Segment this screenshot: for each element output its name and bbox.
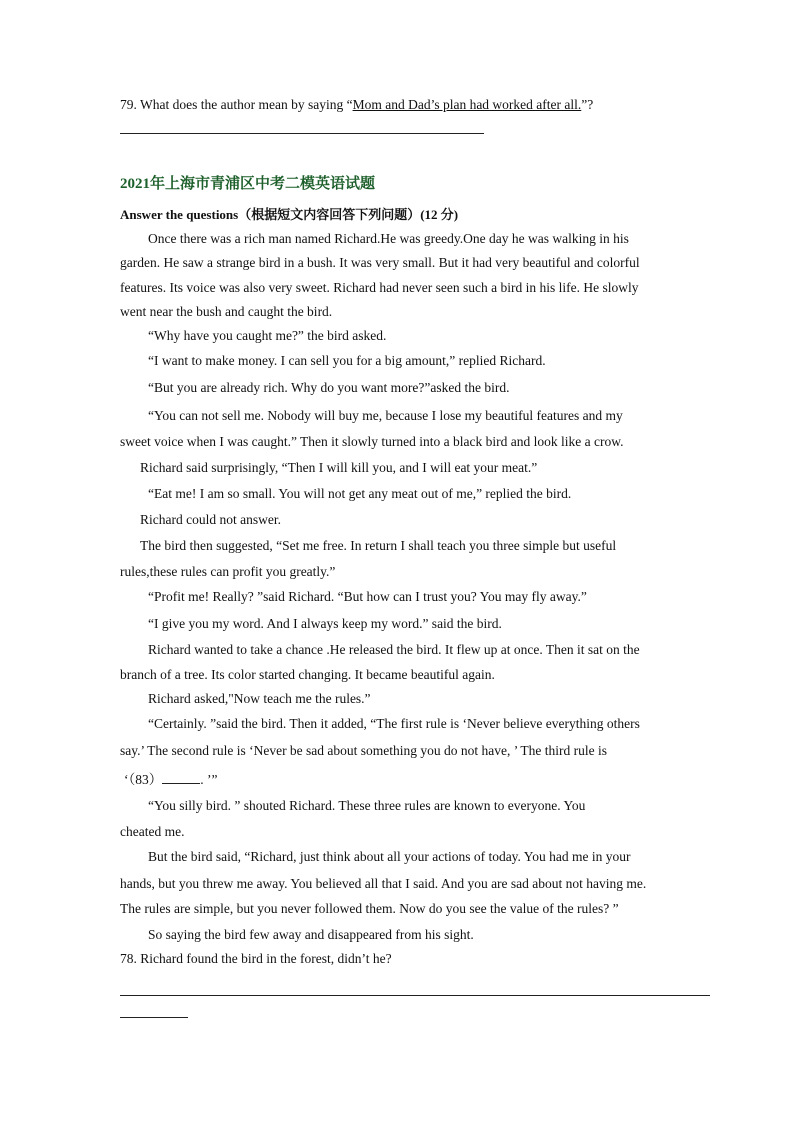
story-line: Richard wanted to take a chance .He released the bird. It flew up at once. Then it sat on the bbox=[148, 642, 640, 657]
story-line: rules,these rules can profit you greatly.” bbox=[120, 564, 336, 579]
blank-83-tail: . ’” bbox=[200, 772, 218, 787]
story-line: garden. He saw a strange bird in a bush. It was very small. But it had very beautiful and colorful bbox=[120, 255, 640, 270]
story-line: Richard asked,"Now teach me the rules.” bbox=[148, 691, 371, 706]
answer-line-79 bbox=[120, 133, 484, 134]
exam-title: 2021年上海市青浦区中考二模英语试题 bbox=[120, 176, 376, 192]
story-line: “Why have you caught me?” the bird asked. bbox=[148, 328, 387, 343]
story-line: The bird then suggested, “Set me free. In return I shall teach you three simple but useful bbox=[140, 538, 617, 553]
story-line: So saying the bird few away and disappeared from his sight. bbox=[148, 927, 474, 942]
question-79-quote: Mom and Dad’s plan had worked after all. bbox=[352, 97, 582, 112]
answer-line-78-continued bbox=[120, 1017, 188, 1018]
story-line: The rules are simple, but you never followed them. Now do you see the value of the rules? ” bbox=[120, 901, 619, 916]
story-line: “You can not sell me. Nobody will buy me, because I lose my beautiful features and my bbox=[148, 408, 623, 423]
story-line: “I want to make money. I can sell you for a big amount,” replied Richard. bbox=[148, 353, 546, 368]
story-line: “Eat me! I am so small. You will not get any meat out of me,” replied the bird. bbox=[148, 486, 572, 501]
story-line: say.’ The second rule is ‘Never be sad about something you do not have, ’ The third rule is bbox=[120, 743, 608, 758]
story-line: “Profit me! Really? ”said Richard. “But how can I trust you? You may fly away.” bbox=[148, 589, 587, 604]
section-instruction: Answer the questions（根据短文内容回答下列问题）(12 分) bbox=[120, 207, 459, 222]
story-line: “I give you my word. And I always keep my word.” said the bird. bbox=[148, 616, 502, 631]
story-line: branch of a tree. Its color started changing. It became beautiful again. bbox=[120, 667, 495, 682]
blank-83-line bbox=[162, 770, 200, 784]
blank-83-label: ‘（83） bbox=[124, 772, 163, 787]
question-79-suffix: ”? bbox=[581, 97, 594, 112]
story-line-blank-83 bbox=[124, 770, 218, 789]
story-line: But the bird said, “Richard, just think about all your actions of today. You had me in your bbox=[148, 849, 631, 864]
question-79 bbox=[120, 96, 593, 114]
story-line: sweet voice when I was caught.” Then it slowly turned into a black bird and look like a crow. bbox=[120, 434, 624, 449]
story-line: Richard could not answer. bbox=[140, 512, 281, 527]
story-line: Richard said surprisingly, “Then I will kill you, and I will eat your meat.” bbox=[140, 460, 538, 475]
story-line: “Certainly. ”said the bird. Then it added, “The first rule is ‘Never believe everything others bbox=[148, 716, 640, 731]
question-79-prefix: 79. What does the author mean by saying “ bbox=[120, 97, 353, 112]
story-line: “But you are already rich. Why do you want more?”asked the bird. bbox=[148, 380, 510, 395]
story-line: “You silly bird. ” shouted Richard. These three rules are known to everyone. You bbox=[148, 798, 586, 813]
story-line: Once there was a rich man named Richard.He was greedy.One day he was walking in his bbox=[148, 231, 629, 246]
story-line: hands, but you threw me away. You believed all that I said. And you are sad about not having me. bbox=[120, 876, 647, 891]
answer-line-78 bbox=[120, 995, 710, 996]
story-line: went near the bush and caught the bird. bbox=[120, 304, 333, 319]
question-78: 78. Richard found the bird in the forest, didn’t he? bbox=[120, 951, 392, 966]
story-line: features. Its voice was also very sweet. Richard had never seen such a bird in his life. He slowly bbox=[120, 280, 639, 295]
story-line: cheated me. bbox=[120, 824, 185, 839]
